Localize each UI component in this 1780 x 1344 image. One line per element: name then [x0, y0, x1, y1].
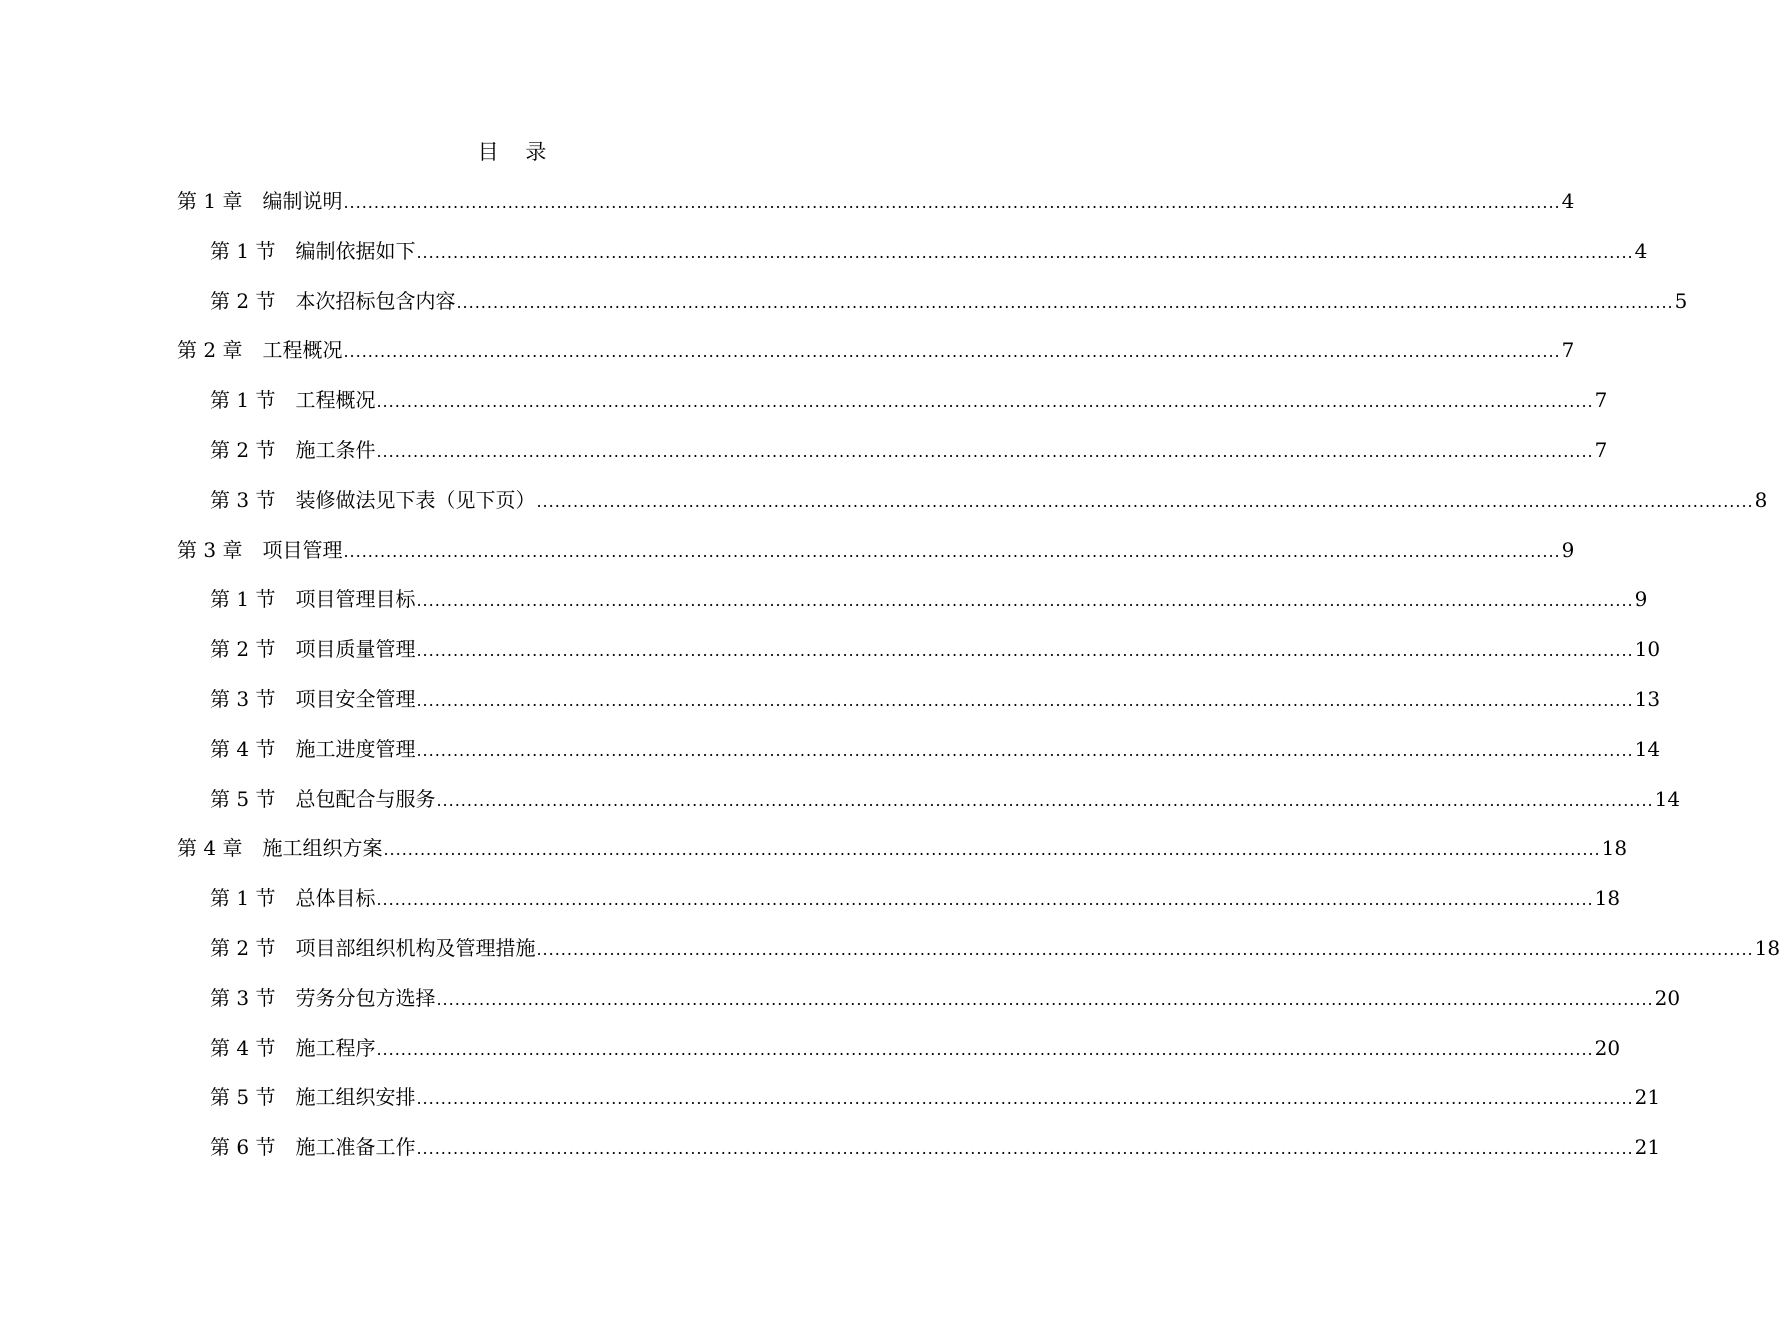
toc-section-entry[interactable]: [210, 684, 1661, 714]
toc-section-entry[interactable]: [210, 734, 1661, 764]
toc-section-entry[interactable]: [210, 933, 1780, 963]
toc-entry-title: 项目安全管理: [295, 687, 416, 711]
toc-entry-number: 第 3 节: [210, 985, 276, 1010]
toc-entry-title: 项目质量管理: [295, 637, 416, 662]
toc-entry-title: 编制依据如下: [295, 238, 416, 263]
toc-section-entry[interactable]: [210, 286, 1688, 316]
toc-entry-number: 第 5 节: [210, 1085, 276, 1110]
toc-page-number: 9: [1634, 587, 1648, 612]
toc-entry-number: 第 6 节: [210, 1135, 276, 1160]
toc-page-number: 5: [1674, 288, 1688, 313]
toc-dot-leader: ........................................................................................................................................................................................................: [416, 641, 1634, 661]
toc-section-entry[interactable]: [210, 485, 1768, 515]
toc-section-entry[interactable]: [210, 1033, 1621, 1063]
toc-entry-number: 第 2 节: [210, 637, 276, 662]
toc-page-number: 14: [1634, 736, 1661, 761]
toc-chapter-entry[interactable]: [177, 535, 1575, 565]
toc-dot-leader: ........................................................................................................................................................................................................: [416, 591, 1634, 611]
toc-chapter-entry[interactable]: [177, 833, 1628, 863]
toc-page-number: 8: [1754, 487, 1768, 512]
toc-page-number: 20: [1654, 985, 1681, 1010]
toc-dot-leader: ........................................................................................................................................................................................................: [376, 392, 1594, 412]
toc-entry-number: 第 4 节: [210, 736, 276, 761]
toc-page-number: 18: [1594, 886, 1621, 911]
toc-entry-title: 总包配合与服务: [295, 786, 436, 811]
toc-chapter-entry[interactable]: [177, 186, 1575, 216]
toc-entry-title: 本次招标包含内容: [295, 288, 456, 313]
toc-dot-leader: ........................................................................................................................................................................................................: [416, 1139, 1634, 1159]
toc-entry-number: 第 4 节: [210, 1035, 276, 1060]
toc-page-number: 21: [1634, 1135, 1661, 1160]
toc-section-entry[interactable]: [210, 584, 1648, 614]
toc-entry-number: 第 1 节: [210, 587, 276, 612]
toc-page-number: 18: [1754, 936, 1780, 960]
toc-entry-number: 第 2 节: [210, 936, 276, 960]
toc-dot-leader: ........................................................................................................................................................................................................: [416, 740, 1634, 760]
toc-dot-leader: ........................................................................................................................................................................................................: [456, 292, 1674, 312]
toc-entry-number: 第 2 章: [177, 338, 243, 363]
toc-dot-leader: ........................................................................................................................................................................................................: [436, 790, 1654, 810]
toc-section-entry[interactable]: [210, 784, 1681, 814]
toc-entry-number: 第 4 章: [177, 836, 243, 861]
toc-page-number: 7: [1594, 388, 1608, 413]
toc-entry-title: 劳务分包方选择: [295, 985, 436, 1010]
toc-section-entry[interactable]: [210, 634, 1661, 664]
toc-entry-number: 第 1 章: [177, 189, 243, 213]
toc-entry-title: 工程概况: [262, 338, 343, 363]
toc-entry-number: 第 3 章: [177, 537, 243, 562]
toc-dot-leader: ........................................................................................................................................................................................................: [343, 193, 1561, 212]
toc-dot-leader: ........................................................................................................................................................................................................: [536, 940, 1754, 959]
toc-section-entry[interactable]: [210, 1132, 1661, 1162]
toc-entry-title: 施工条件: [295, 438, 376, 462]
toc-entry-number: 第 1 节: [210, 886, 276, 911]
toc-page-number: 9: [1561, 537, 1575, 562]
toc-dot-leader: ........................................................................................................................................................................................................: [376, 442, 1594, 461]
toc-section-entry[interactable]: [210, 983, 1681, 1013]
toc-dot-leader: ........................................................................................................................................................................................................: [416, 1089, 1634, 1109]
toc-entry-title: 总体目标: [295, 886, 376, 911]
toc-entry-number: 第 1 节: [210, 238, 276, 263]
toc-dot-leader: ........................................................................................................................................................................................................: [376, 890, 1594, 910]
toc-entry-title: 项目部组织机构及管理措施: [295, 936, 536, 960]
toc-dot-leader: ........................................................................................................................................................................................................: [536, 491, 1754, 511]
toc-entry-title: 施工组织安排: [295, 1085, 416, 1110]
toc-page-number: 21: [1634, 1085, 1661, 1110]
toc-entry-number: 第 3 节: [210, 487, 276, 512]
toc-page-number: 10: [1634, 637, 1661, 662]
toc-dot-leader: ........................................................................................................................................................................................................: [416, 242, 1634, 262]
toc-dot-leader: ........................................................................................................................................................................................................: [343, 541, 1561, 561]
toc-entry-title: 编制说明: [262, 189, 343, 213]
toc-section-entry[interactable]: [210, 883, 1621, 913]
toc-entry-title: 施工组织方案: [262, 836, 383, 861]
toc-title: 目 录: [477, 140, 557, 164]
toc-entry-number: 第 1 节: [210, 388, 276, 413]
toc-section-entry[interactable]: [210, 236, 1648, 266]
toc-entry-title: 项目管理目标: [295, 587, 416, 612]
toc-entry-number: 第 2 节: [210, 438, 276, 462]
toc-page-number: 7: [1561, 338, 1575, 363]
toc-entry-title: 装修做法见下表（见下页）: [295, 487, 536, 512]
toc-dot-leader: ........................................................................................................................................................................................................: [436, 989, 1654, 1009]
toc-section-entry[interactable]: [210, 385, 1608, 415]
toc-section-entry[interactable]: [210, 435, 1608, 465]
toc-page-number: 4: [1634, 238, 1648, 263]
toc-page-number: 13: [1634, 687, 1661, 711]
toc-dot-leader: ........................................................................................................................................................................................................: [383, 840, 1601, 860]
toc-entry-number: 第 3 节: [210, 687, 276, 711]
toc-dot-leader: ........................................................................................................................................................................................................: [343, 342, 1561, 362]
toc-page-number: 18: [1601, 836, 1628, 861]
toc-dot-leader: ........................................................................................................................................................................................................: [376, 1039, 1594, 1059]
toc-entry-title: 施工进度管理: [295, 736, 416, 761]
toc-entry-number: 第 5 节: [210, 786, 276, 811]
toc-section-entry[interactable]: [210, 1082, 1661, 1112]
toc-entry-title: 施工准备工作: [295, 1135, 416, 1160]
toc-entry-number: 第 2 节: [210, 288, 276, 313]
toc-entry-title: 项目管理: [262, 537, 343, 562]
toc-chapter-entry[interactable]: [177, 335, 1575, 365]
toc-entry-title: 施工程序: [295, 1035, 376, 1060]
toc-page-number: 7: [1594, 438, 1608, 462]
toc-page-number: 20: [1594, 1035, 1621, 1060]
toc-dot-leader: ........................................................................................................................................................................................................: [416, 691, 1634, 710]
toc-page-number: 14: [1654, 786, 1681, 811]
toc-page-number: 4: [1561, 189, 1575, 213]
toc-entry-title: 工程概况: [295, 388, 376, 413]
